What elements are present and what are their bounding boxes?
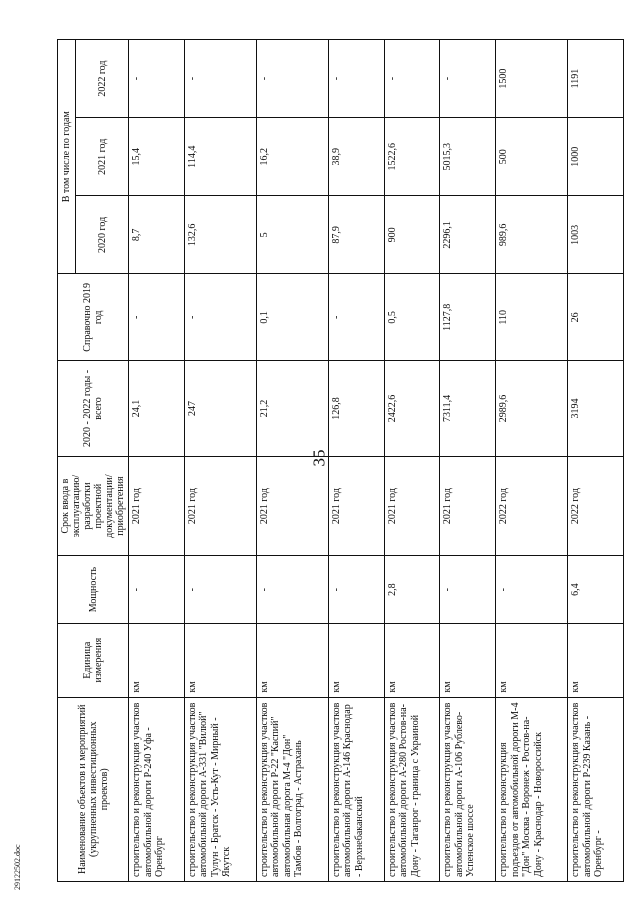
header-ref2019: Справочно 2019 год [58, 274, 129, 361]
cell-ref2019: 26 [568, 274, 624, 361]
cell-y2022: - [129, 40, 185, 118]
table-row [129, 40, 185, 882]
table-row [328, 40, 384, 882]
cell-name: строительство и реконструкция подъездов от автомобильной дороги М-4 "Дон" Москва - Воронеж - Ростов-на-Дону - Краснодар - Новороссийск [496, 697, 568, 881]
page-number: 35 [309, 449, 329, 467]
cell-total: 3194 [568, 361, 624, 456]
cell-ref2019: 110 [496, 274, 568, 361]
cell-total: 21,2 [256, 361, 328, 456]
header-years-group: В том числе по годам [58, 40, 76, 274]
cell-term: 2022 год [568, 456, 624, 556]
header-unit: Единица измерения [58, 623, 129, 697]
cell-total: 7311,4 [440, 361, 496, 456]
cell-y2020: 132,6 [184, 196, 256, 274]
cell-capacity: - [328, 556, 384, 623]
cell-y2020: 900 [384, 196, 440, 274]
cell-name: строительство и реконструкция участков автомобильной дороги А-331 "Вилюй" Тулун - Братск - Усть-Кут - Мирный - Якутск [184, 697, 256, 881]
cell-capacity: - [256, 556, 328, 623]
cell-total: 126,8 [328, 361, 384, 456]
table-row [256, 40, 328, 882]
cell-term: 2022 год [496, 456, 568, 556]
cell-capacity: - [184, 556, 256, 623]
cell-total: 2989,6 [496, 361, 568, 456]
cell-y2021: 114,4 [184, 118, 256, 196]
header-2020: 2020 год [76, 196, 129, 274]
cell-ref2019: - [328, 274, 384, 361]
cell-y2021: 500 [496, 118, 568, 196]
cell-name: строительство и реконструкция участков автомобильной дороги Р-240 Уфа - Оренбург [129, 697, 185, 881]
cell-unit: км [256, 623, 328, 697]
cell-unit: км [496, 623, 568, 697]
cell-y2021: 1522,6 [384, 118, 440, 196]
cell-y2021: 15,4 [129, 118, 185, 196]
cell-ref2019: - [129, 274, 185, 361]
cell-unit: км [384, 623, 440, 697]
table-row [496, 40, 568, 882]
cell-y2022: - [440, 40, 496, 118]
cell-name: строительство и реконструкция участков автомобильной дороги А-146 Краснодар - Верхнебаканский [328, 697, 384, 881]
table-row [184, 40, 256, 882]
cell-y2022: 1191 [568, 40, 624, 118]
cell-y2022: - [328, 40, 384, 118]
cell-y2021: 5015,3 [440, 118, 496, 196]
header-total: 2020 - 2022 годы - всего [58, 361, 129, 456]
header-2022: 2022 год [76, 40, 129, 118]
cell-name: строительство и реконструкция участков автомобильной дороги Р-22 "Каспий" автомобильная дорога М-4 "Дон" Тамбов - Волгоград - Астрахань [256, 697, 328, 881]
cell-ref2019: 1127,8 [440, 274, 496, 361]
cell-capacity: - [129, 556, 185, 623]
cell-total: 24,1 [129, 361, 185, 456]
cell-total: 2422,6 [384, 361, 440, 456]
cell-ref2019: 0,5 [384, 274, 440, 361]
header-capacity: Мощность [58, 556, 129, 623]
cell-y2021: 38,9 [328, 118, 384, 196]
cell-y2022: - [184, 40, 256, 118]
table-row [440, 40, 496, 882]
cell-y2020: 1003 [568, 196, 624, 274]
cell-unit: км [129, 623, 185, 697]
cell-term: 2021 год [129, 456, 185, 556]
cell-y2021: 16,2 [256, 118, 328, 196]
table-row [384, 40, 440, 882]
cell-capacity: - [440, 556, 496, 623]
cell-term: 2021 год [384, 456, 440, 556]
cell-capacity: 6,4 [568, 556, 624, 623]
cell-capacity: - [496, 556, 568, 623]
cell-term: 2021 год [440, 456, 496, 556]
cell-ref2019: - [184, 274, 256, 361]
cell-total: 247 [184, 361, 256, 456]
cell-y2020: 5 [256, 196, 328, 274]
cell-unit: км [328, 623, 384, 697]
header-name: Наименование объектов и мероприятий (укрупненных инвестиционных проектов) [58, 697, 129, 881]
cell-term: 2021 год [256, 456, 328, 556]
table-container [57, 39, 605, 882]
footer-filename: 29122502.doc [13, 844, 22, 890]
cell-ref2019: 0,1 [256, 274, 328, 361]
cell-unit: км [440, 623, 496, 697]
cell-unit: км [568, 623, 624, 697]
cell-y2020: 2296,1 [440, 196, 496, 274]
cell-unit: км [184, 623, 256, 697]
investment-projects-table [57, 39, 624, 882]
cell-y2022: 1500 [496, 40, 568, 118]
cell-capacity: 2,8 [384, 556, 440, 623]
table-row [568, 40, 624, 882]
cell-term: 2021 год [184, 456, 256, 556]
cell-y2021: 1000 [568, 118, 624, 196]
cell-y2022: - [256, 40, 328, 118]
cell-y2020: 87,9 [328, 196, 384, 274]
cell-name: строительство и реконструкция участков автомобильной дороги А-280 Ростов-на-Дону - Таганрог - граница с Украиной [384, 697, 440, 881]
cell-name: строительство и реконструкция участков автомобильной дороги Р-239 Казань - Оренбург - [568, 697, 624, 881]
cell-y2022: - [384, 40, 440, 118]
cell-y2020: 989,6 [496, 196, 568, 274]
cell-term: 2021 год [328, 456, 384, 556]
header-2021: 2021 год [76, 118, 129, 196]
header-term: Срок ввода в эксплуатацию/ разработки проектной документации/ приобретения [58, 456, 129, 556]
cell-y2020: 8,7 [129, 196, 185, 274]
cell-name: строительство и реконструкция участков автомобильной дороги А-106 Рублево-Успенское шоссе [440, 697, 496, 881]
